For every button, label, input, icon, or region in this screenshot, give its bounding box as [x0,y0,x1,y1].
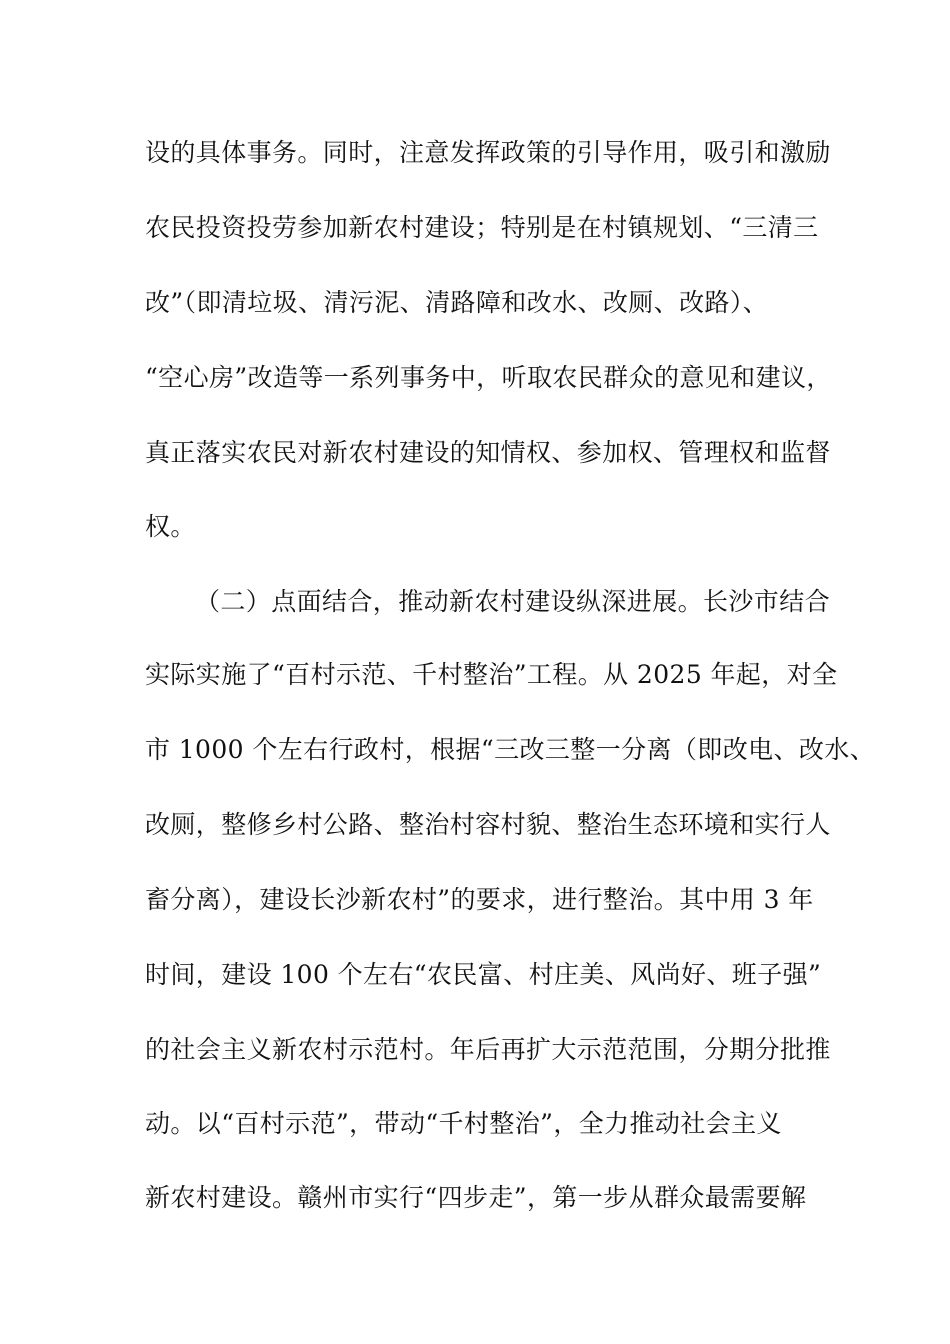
text-line: 实际实施了“百村示范、千村整治”工程。从 2025 年起，对全 [145,660,838,689]
text-line: 动。以“百村示范”，带动“千村整治”，全力推动社会主义 [145,1109,782,1138]
text-line: 真正落实农民对新农村建设的知情权、参加权、管理权和监督 [145,438,831,467]
text-line: 市 1000 个左右行政村，根据“三改三整一分离（即改电、改水、 [145,735,876,764]
text-line: 改厕，整修乡村公路、整治村容村貌、整治生态环境和实行人 [145,810,831,839]
section-heading-line: （二）点面结合，推动新农村建设纵深进展。长沙市结合 [195,587,831,616]
text-line: 设的具体事务。同时，注意发挥政策的引导作用，吸引和激励 [145,138,831,167]
text-line: 时间，建设 100 个左右“农民富、村庄美、风尚好、班子强” [145,960,822,989]
text-line: 权。 [145,512,196,541]
text-line: 畜分离），建设长沙新农村”的要求，进行整治。其中用 3 年 [145,885,814,914]
text-line: 的社会主义新农村示范村。年后再扩大示范范围，分期分批推 [145,1035,831,1064]
text-line: 农民投资投劳参加新农村建设；特别是在村镇规划、“三清三 [145,213,819,242]
text-line: “空心房”改造等一系列事务中，听取农民群众的意见和建议， [145,363,832,392]
text-line: 改”（即清垃圾、清污泥、清路障和改水、改厕、改路）、 [145,288,769,317]
text-line: 新农村建设。赣州市实行“四步走”，第一步从群众最需要解 [145,1183,807,1212]
